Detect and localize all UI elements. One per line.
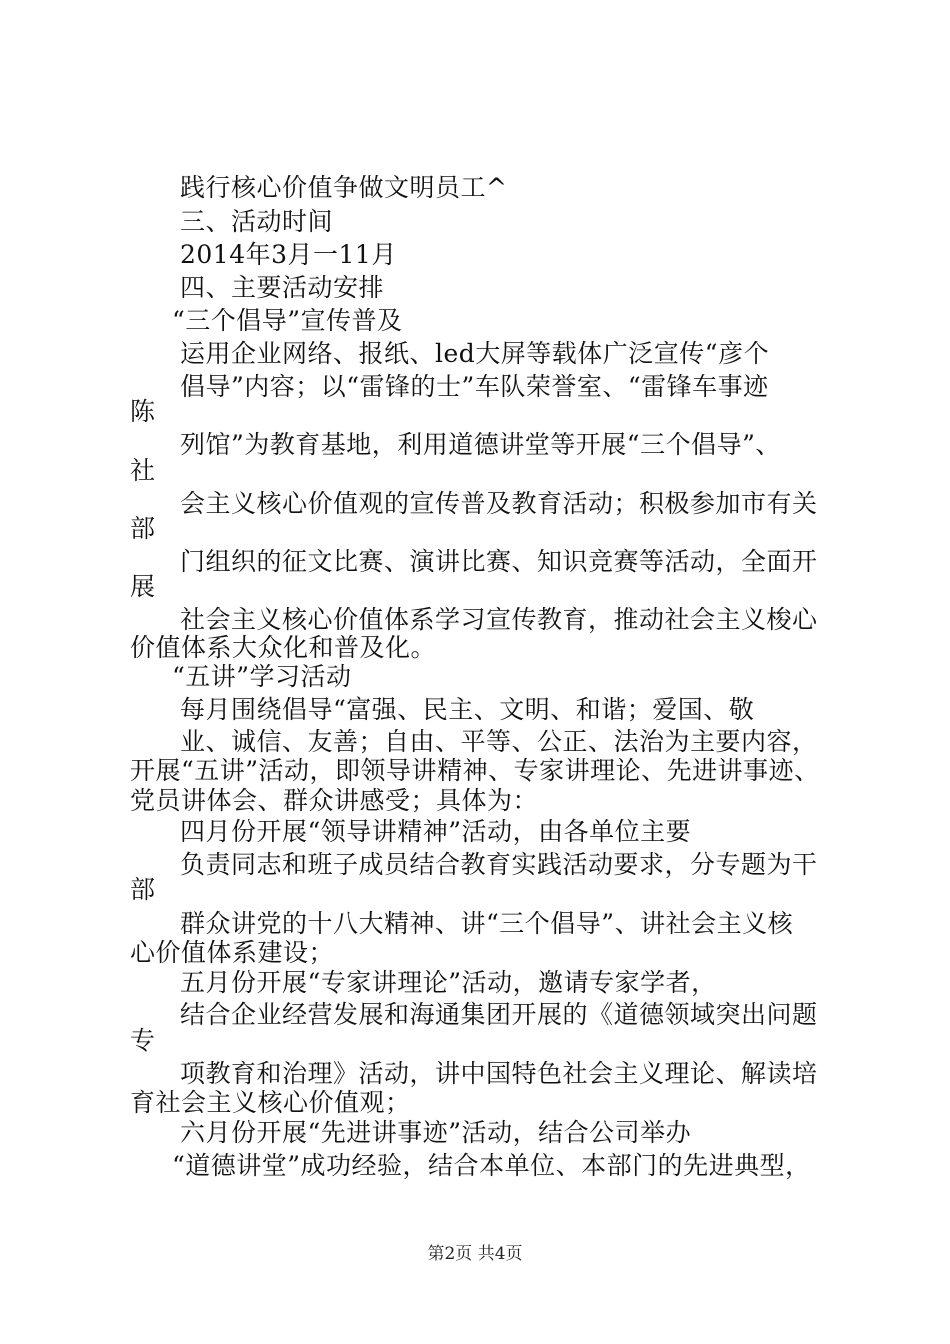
text-line: 六月份开展“先进讲事迹”活动，结合公司举办 <box>180 1118 692 1147</box>
text-line: 负责同志和班子成员结合教育实践活动要求，分专题为干 <box>180 850 818 879</box>
text-line: 党员讲体会、群众讲感受；具体为： <box>130 786 539 815</box>
text-line: 育社会主义核心价值观； <box>130 1088 411 1117</box>
text-line: 每月围绕倡导“富强、民主、文明、和谐；爱国、敬 <box>180 695 755 724</box>
text-line: 倡导”内容；以“雷锋的士”车队荣誉室、“雷锋车事迹 <box>180 372 769 401</box>
text-line: 践行核心价值争做文明员工^ <box>180 173 508 202</box>
text-line: 四月份开展“领导讲精神”活动，由各单位主要 <box>180 817 692 846</box>
text-line-wrap: 部 <box>130 875 156 904</box>
page-footer: 第2页 共4页 <box>427 1244 523 1264</box>
text-line: 运用企业网络、报纸、led大屏等载体广泛宣传“彦个 <box>180 339 770 368</box>
text-line: 项教育和治理》活动，讲中国特色社会主义理论、解读培 <box>180 1059 818 1088</box>
text-line-wrap: 部 <box>130 514 156 543</box>
text-line: 群众讲党的十八大精神、讲“三个倡导”、讲社会主义核 <box>180 909 794 938</box>
subsection-heading: “五讲”学习活动 <box>172 662 352 691</box>
text-line: 列馆”为教育基地，利用道德讲堂等开展“三个倡导”、 <box>180 430 781 459</box>
section-heading: 四、主要活动安排 <box>180 273 385 302</box>
text-line-wrap: 展 <box>130 572 156 601</box>
text-line: 2014年3月一11月 <box>180 240 397 269</box>
text-line: 结合企业经营发展和海通集团开展的《道德领域突出问题 <box>180 1000 818 1029</box>
text-line: “道德讲堂”成功经验，结合本单位、本部门的先进典型， <box>172 1151 811 1180</box>
text-line: 门组织的征文比赛、演讲比赛、知识竞赛等活动，全面开 <box>180 547 818 576</box>
text-line: 会主义核心价值观的宣传普及教育活动；积极参加市有关 <box>180 489 818 518</box>
text-line-wrap: 专 <box>130 1026 156 1055</box>
text-line: 开展“五讲”活动，即领导讲精神、专家讲理论、先进讲事迹、 <box>130 756 820 785</box>
text-line: 五月份开展“专家讲理论”活动，邀请专家学者， <box>180 968 717 997</box>
section-heading: 三、活动时间 <box>180 207 334 236</box>
text-line-wrap: 社 <box>130 456 156 485</box>
text-line: 社会主义核心价值体系学习宣传教育，推动社会主义梭心 <box>180 605 818 634</box>
text-line: 业、诚信、友善；自由、平等、公正、法治为主要内容， <box>180 727 818 756</box>
text-line: 价值体系大众化和普及化。 <box>130 633 437 662</box>
text-line: 心价值体系建设； <box>130 938 335 967</box>
subsection-heading: “三个倡导”宣传普及 <box>172 306 403 335</box>
text-line-wrap: 陈 <box>130 397 156 426</box>
